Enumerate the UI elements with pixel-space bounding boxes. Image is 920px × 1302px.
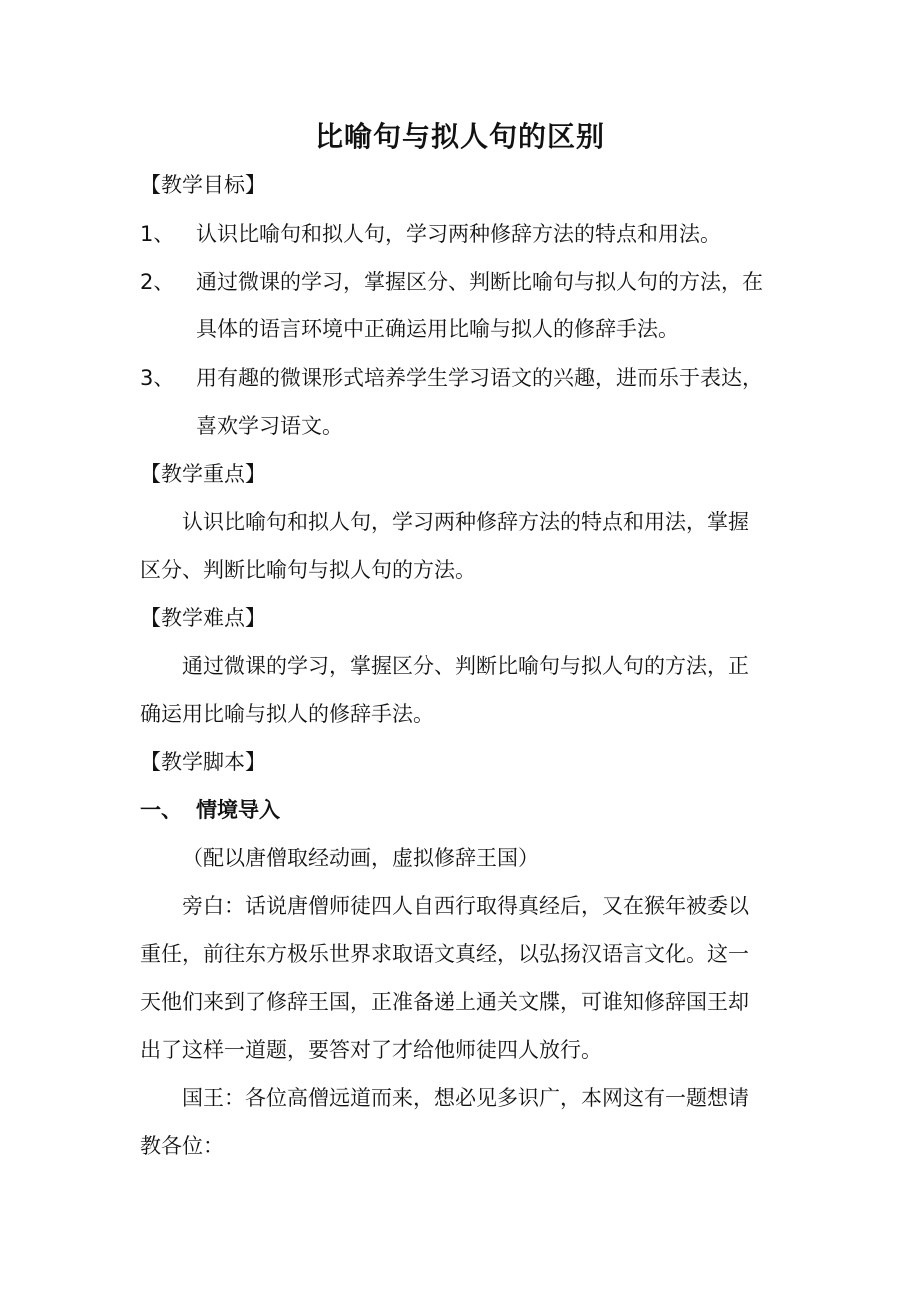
narration-line1: 旁白：话说唐僧师徒四人自西行取得真经后，又在猴年被委以 bbox=[182, 894, 749, 918]
difficulties-text-line2: 确运用比喻与拟人的修辞手法。 bbox=[140, 702, 434, 726]
objective-3-text-line2: 喜欢学习语文。 bbox=[196, 414, 343, 438]
king-line2: 教各位： bbox=[140, 1134, 224, 1158]
objective-3-number: 3、 bbox=[140, 366, 175, 390]
objectives-heading: 【教学目标】 bbox=[140, 173, 266, 197]
objective-1-number: 1、 bbox=[140, 222, 175, 246]
difficulties-heading: 【教学难点】 bbox=[140, 606, 266, 630]
difficulties-text-line1: 通过微课的学习，掌握区分、判断比喻句与拟人句的方法，正 bbox=[182, 654, 749, 678]
script-heading: 【教学脚本】 bbox=[140, 750, 266, 774]
key-points-text-line1: 认识比喻句和拟人句，学习两种修辞方法的特点和用法，掌握 bbox=[182, 510, 749, 534]
part-1-title: 情境导入 bbox=[196, 798, 280, 822]
narration-line3: 天他们来到了修辞王国，正准备递上通关文牒，可谁知修辞国王却 bbox=[140, 990, 749, 1014]
key-points-heading: 【教学重点】 bbox=[140, 462, 266, 486]
objective-3-text-line1: 用有趣的微课形式培养学生学习语文的兴趣，进而乐于表达， bbox=[196, 366, 763, 390]
objective-2-number: 2、 bbox=[140, 270, 175, 294]
stage-note: （配以唐僧取经动画，虚拟修辞王国） bbox=[182, 846, 539, 870]
objective-1-text: 认识比喻句和拟人句，学习两种修辞方法的特点和用法。 bbox=[196, 222, 721, 246]
key-points-text-line2: 区分、判断比喻句与拟人句的方法。 bbox=[140, 558, 476, 582]
part-1-number: 一、 bbox=[140, 798, 182, 822]
objective-2-text-line1: 通过微课的学习，掌握区分、判断比喻句与拟人句的方法，在 bbox=[196, 270, 763, 294]
king-line1: 国王：各位高僧远道而来，想必见多识广，本网这有一题想请 bbox=[182, 1086, 749, 1110]
narration-line2: 重任，前往东方极乐世界求取语文真经，以弘扬汉语言文化。这一 bbox=[140, 942, 749, 966]
narration-line4: 出了这样一道题，要答对了才给他师徒四人放行。 bbox=[140, 1038, 602, 1062]
document-title: 比喻句与拟人句的区别 bbox=[314, 120, 605, 153]
objective-2-text-line2: 具体的语言环境中正确运用比喻与拟人的修辞手法。 bbox=[196, 317, 679, 341]
